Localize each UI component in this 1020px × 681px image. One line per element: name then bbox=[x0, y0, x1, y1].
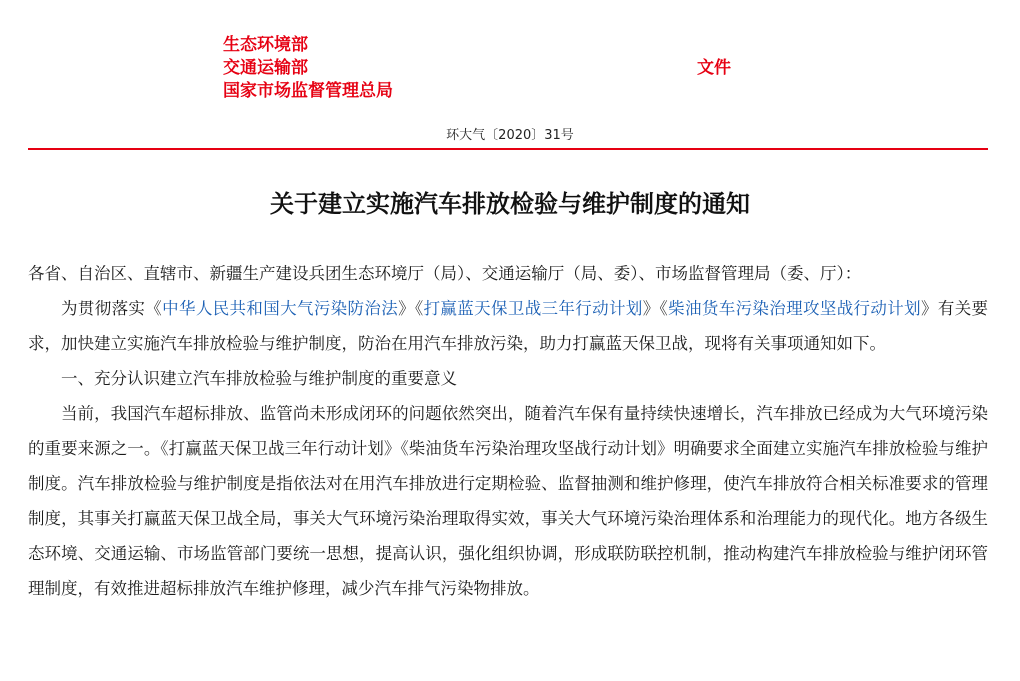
addressee: 各省、自治区、直辖市、新疆生产建设兵团生态环境厅（局）、交通运输厅（局、委）、市场监督管理局（委、厅）： bbox=[28, 264, 862, 283]
document-label: 文件 bbox=[697, 58, 731, 78]
issuing-agencies bbox=[223, 34, 393, 103]
document-body bbox=[28, 256, 988, 606]
section-heading: 一、充分认识建立汽车排放检验与维护制度的重要意义 bbox=[61, 369, 457, 388]
agency-name: 国家市场监督管理总局 bbox=[223, 81, 393, 101]
agency-name: 生态环境部 bbox=[223, 35, 308, 55]
agency-name: 交通运输部 bbox=[223, 58, 308, 78]
text: 》《 bbox=[642, 299, 669, 318]
red-divider bbox=[28, 148, 988, 150]
text: 》《 bbox=[398, 299, 424, 318]
law-link-air-pollution-act[interactable]: 中华人民共和国大气污染防治法 bbox=[162, 299, 399, 318]
plan-link-blue-sky[interactable]: 打赢蓝天保卫战三年行动计划 bbox=[423, 299, 643, 318]
section-paragraph: 当前，我国汽车超标排放、监管尚未形成闭环的问题依然突出，随着汽车保有量持续快速增长，汽车排放已经成为大气环境污染的重要来源之一。《打赢蓝天保卫战三年行动计划》《柴油货车污染治理攻坚战行动计划》明确要求全面建立实施汽车排放检验与维护制度。汽车排放检验与维护制度是指依法对在用汽车排放进行定期检验、监督抽测和维护修理，使汽车排放符合相关标准要求的管理制度，其事关打赢蓝天保卫战全局，事关大气环境污染治理取得实效，事关大气环境污染治理体系和治理能力的现代化。地方各级生态环境、交通运输、市场监管部门要统一思想，提高认识，强化组织协调，形成联防联控机制，推动构建汽车排放检验与维护闭环管理制度，有效推进超标排放汽车维护修理，减少汽车排气污染物排放。 bbox=[28, 404, 988, 598]
document-number: 环大气〔2020〕31号 bbox=[446, 128, 574, 143]
page-title: 关于建立实施汽车排放检验与维护制度的通知 bbox=[270, 190, 750, 218]
intro-paragraph bbox=[28, 291, 988, 361]
text: 为贯彻落实《 bbox=[61, 299, 163, 318]
plan-link-diesel-truck[interactable]: 柴油货车污染治理攻坚战行动计划 bbox=[668, 299, 921, 318]
text: 》有关要求，加快建立实施汽车排放检验与维护制度，防治在用汽车排放污染，助力打赢蓝天保卫战，现将有关事项通知如下。 bbox=[28, 299, 989, 353]
